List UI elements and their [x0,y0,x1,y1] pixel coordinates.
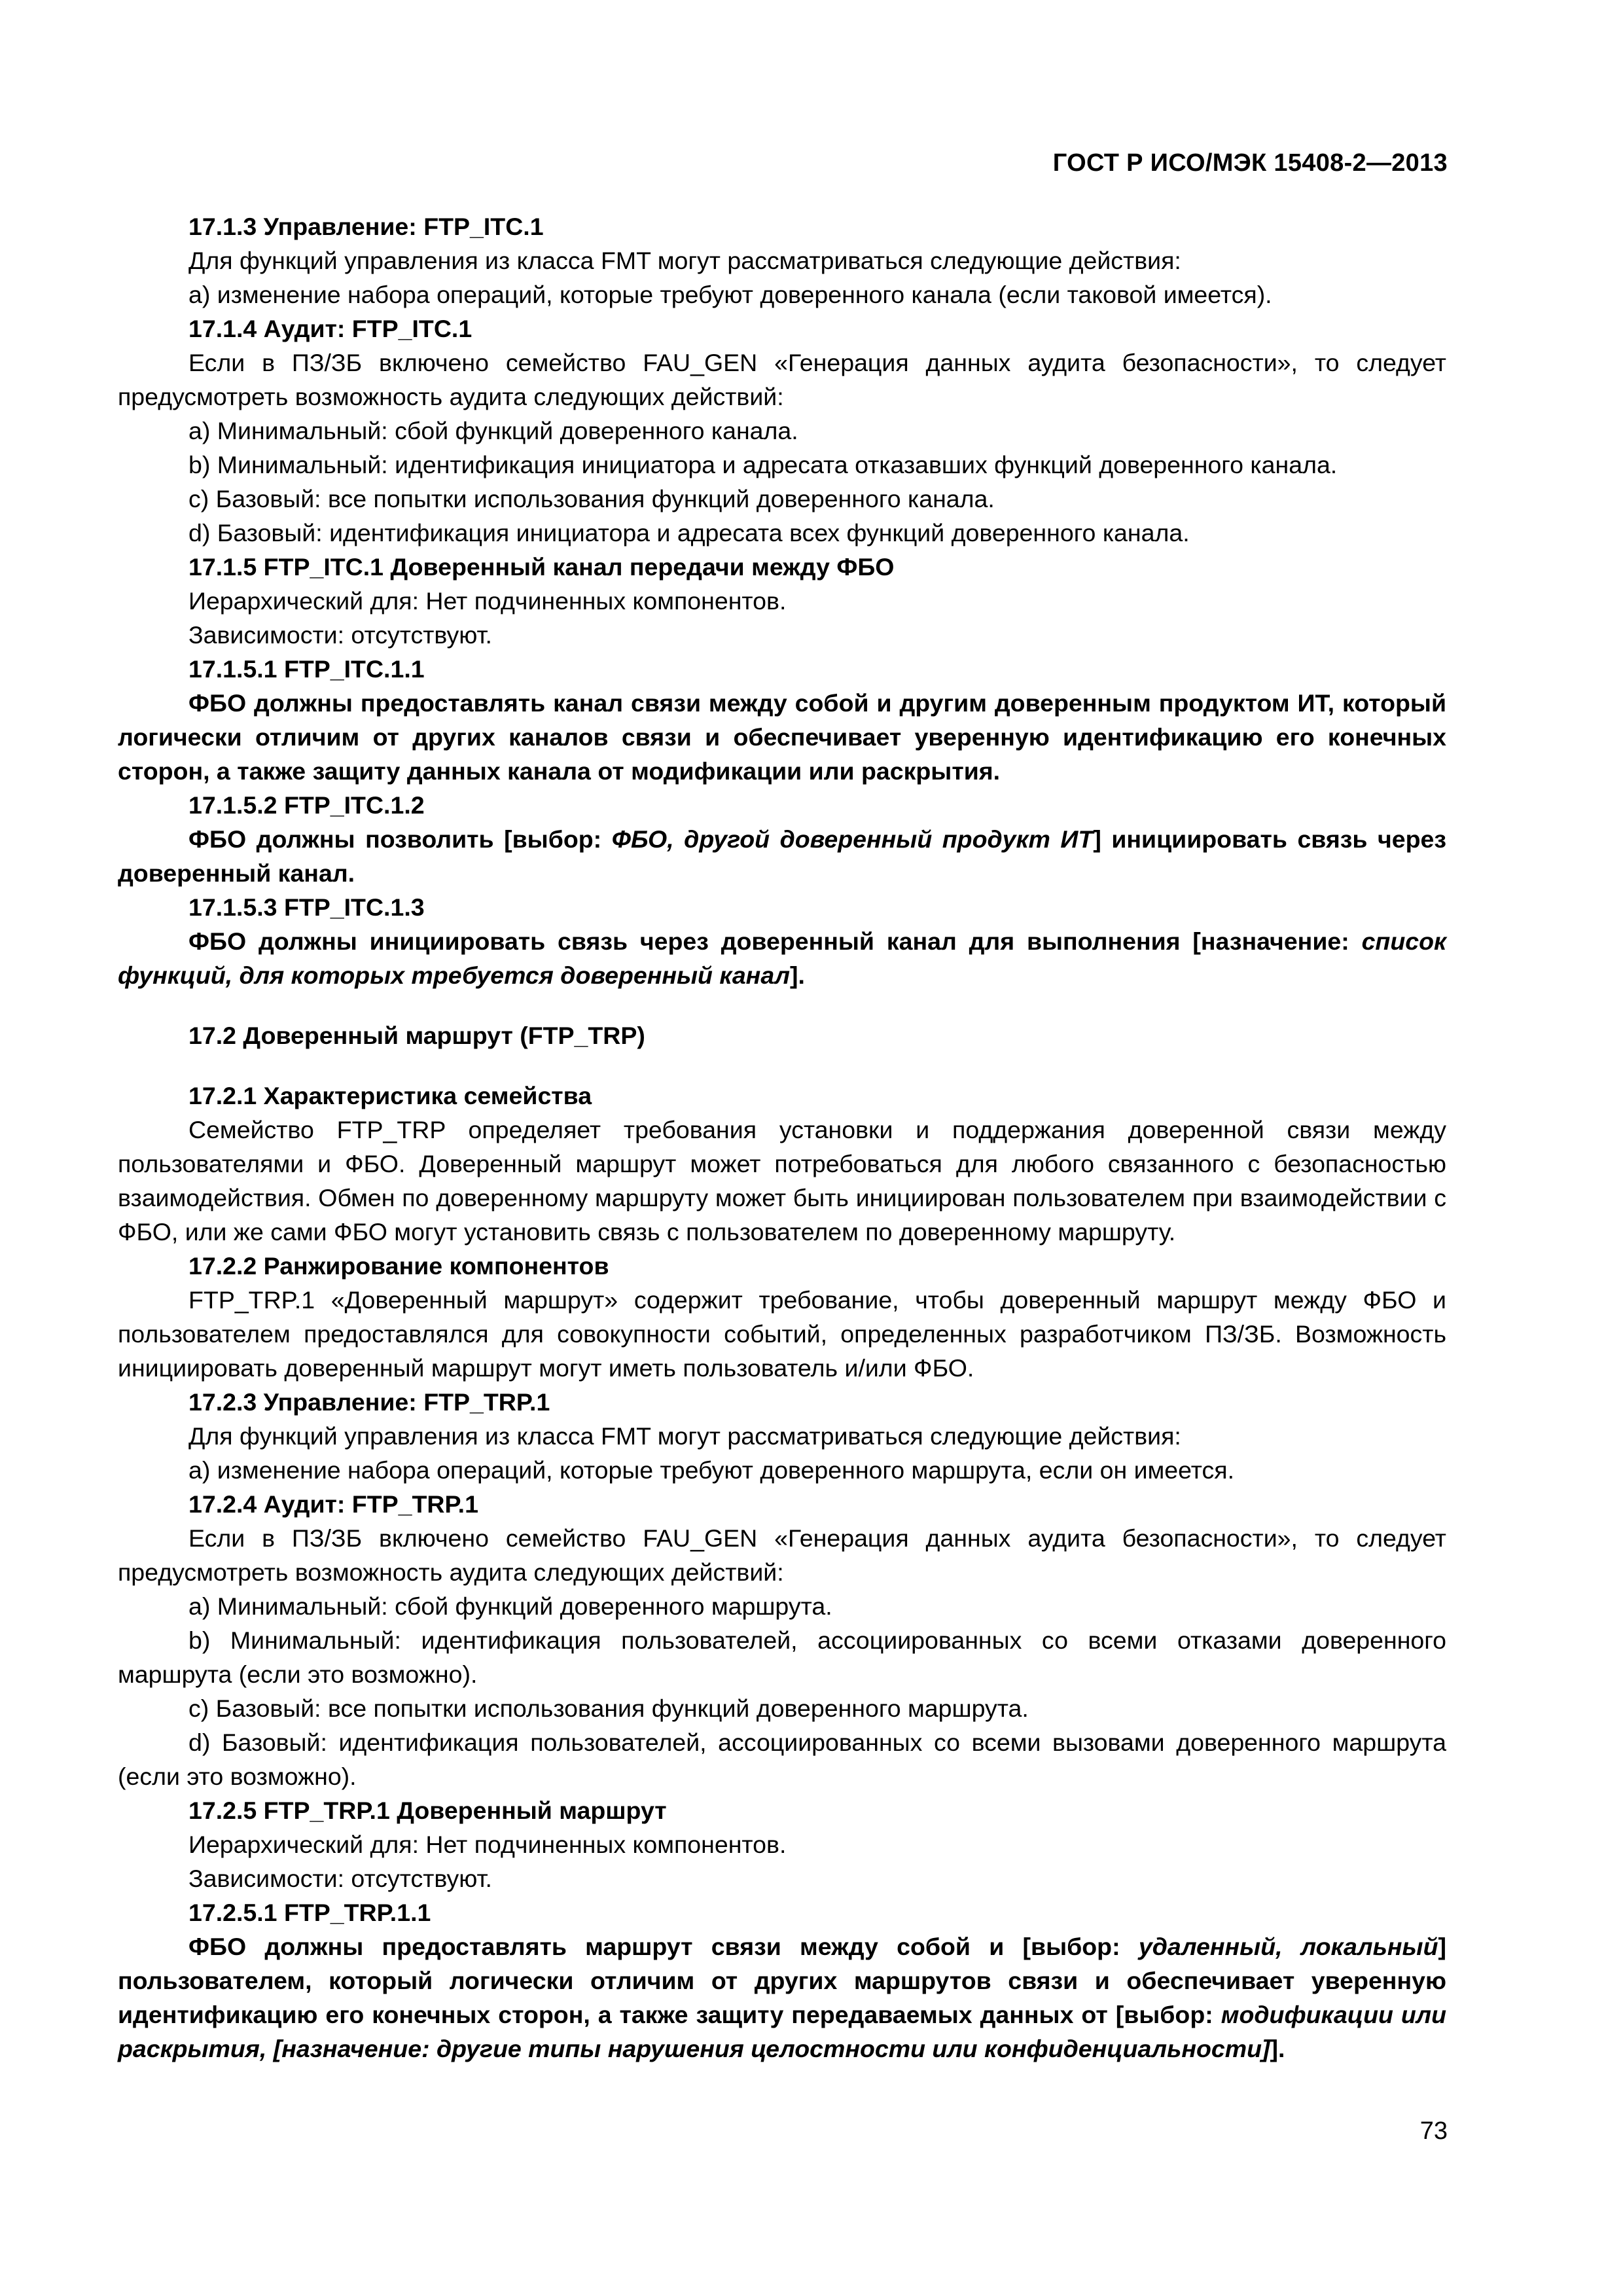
standard-header: ГОСТ Р ИСО/МЭК 15408-2—2013 [1052,149,1448,177]
selection-text: ФБО, другой доверенный продукт ИТ [611,825,1094,853]
section-heading: 17.1.4 Аудит: FTP_ITC.1 [188,315,473,342]
paragraph: Семейство FTP_TRP определяет требования установки и поддержания доверенной связи между пользователями и ФБО. Доверенный маршрут может потребоваться для любого связанного с безопасностью взаимодействия. Обмен по доверенному маршруту может быть инициирован пользователем при взаимодействии с ФБО, или же сами ФБО могут установить связь с пользователем по доверенному маршруту. [118,1116,1446,1246]
requirement-part: ФБО должны инициировать связь через доверенный канал для выполнения [назначение: [188,927,1362,955]
element-heading: 17.2.5.1 FTP_TRP.1.1 [188,1899,431,1926]
section-heading: 17.2.4 Аудит: FTP_TRP.1 [188,1490,478,1518]
dependencies-line: Зависимости: отсутствуют. [188,1865,492,1892]
list-item: a) изменение набора операций, которые требуют доверенного маршрута, если он имеется. [188,1456,1234,1484]
paragraph: Для функций управления из класса FMT могут рассматриваться следующие действия: [188,1422,1181,1450]
requirement-part: ] инициировать связь через доверенный канал. [118,825,1446,887]
selection-text: модификации или раскрытия, [назначение: другие типы нарушения целостности или конфиденциальности] [118,2001,1446,2062]
section-heading: 17.2.1 Характеристика семейства [188,1082,592,1109]
requirement-text [118,924,1446,992]
requirement-part: ] пользователем, который логически отличим от других маршрутов связи и обеспечивает уверенную идентификацию его конечных сторон, а также защиту передаваемых данных от [выбор: [118,1933,1446,2028]
dependencies-line: Зависимости: отсутствуют. [188,621,492,649]
list-item: d) Базовый: идентификация пользователей, ассоциированных со всеми вызовами доверенного маршрута (если это возможно). [118,1729,1446,1790]
list-item: b) Минимальный: идентификация пользователей, ассоциированных со всеми отказами доверенного маршрута (если это возможно). [118,1626,1446,1688]
list-item: a) Минимальный: сбой функций доверенного маршрута. [188,1592,832,1620]
hierarchy-line: Иерархический для: Нет подчиненных компонентов. [188,1831,787,1858]
section-heading: 17.2.2 Ранжирование компонентов [188,1252,609,1280]
paragraph: Для функций управления из класса FMT могут рассматриваться следующие действия: [188,247,1181,274]
section-heading: 17.2.3 Управление: FTP_TRP.1 [188,1388,550,1416]
paragraph: FTP_TRP.1 «Доверенный маршрут» содержит требование, чтобы доверенный маршрут между ФБО и пользователем предоставлялся для совокупности событий, определенных разработчиком ПЗ/ЗБ. Возможность инициировать доверенный маршрут могут иметь пользователь и/или ФБО. [118,1286,1446,1382]
section-heading: 17.2.5 FTP_TRP.1 Доверенный маршрут [188,1797,667,1824]
requirement-part: ФБО должны позволить [выбор: [188,825,612,853]
element-heading: 17.1.5.2 FTP_ITC.1.2 [188,791,425,819]
list-item: c) Базовый: все попытки использования функций доверенного канала. [188,485,995,512]
requirement-text [118,1929,1446,2066]
selection-text: удаленный, локальный [1138,1933,1438,1960]
element-heading: 17.1.5.1 FTP_ITC.1.1 [188,655,425,683]
page-number: 73 [1419,2117,1448,2145]
paragraph: Если в ПЗ/ЗБ включено семейство FAU_GEN «Генерация данных аудита безопасности», то следует предусмотреть возможность аудита следующих действий: [118,1524,1446,1586]
section-heading: 17.1.3 Управление: FTP_ITC.1 [188,213,544,240]
assignment-text: список функций, для которых требуется доверенный канал [118,927,1446,989]
list-item: a) Минимальный: сбой функций доверенного канала. [188,417,798,444]
requirement-part: ]. [1270,2035,1285,2062]
document-body [118,209,1446,2066]
paragraph: Если в ПЗ/ЗБ включено семейство FAU_GEN «Генерация данных аудита безопасности», то следует предусмотреть возможность аудита следующих действий: [118,349,1446,410]
list-item: a) изменение набора операций, которые требуют доверенного канала (если таковой имеется). [188,281,1272,308]
section-heading: 17.1.5 FTP_ITC.1 Доверенный канал передачи между ФБО [188,553,895,581]
element-heading: 17.1.5.3 FTP_ITC.1.3 [188,893,425,921]
requirement-part: ]. [789,961,805,989]
subclause-heading: 17.2 Доверенный маршрут (FTP_TRP) [188,1022,645,1049]
list-item: b) Минимальный: идентификация инициатора и адресата отказавших функций доверенного канала. [188,451,1338,478]
requirement-text: ФБО должны предоставлять канал связи между собой и другим доверенным продуктом ИТ, который логически отличим от других каналов связи и обеспечивает уверенную идентификацию его конечных сторон, а также защиту данных канала от модификации или раскрытия. [118,689,1446,785]
list-item: d) Базовый: идентификация инициатора и адресата всех функций доверенного канала. [188,519,1190,547]
requirement-text [118,822,1446,890]
list-item: c) Базовый: все попытки использования функций доверенного маршрута. [188,1695,1029,1722]
hierarchy-line: Иерархический для: Нет подчиненных компонентов. [188,587,787,615]
requirement-part: ФБО должны предоставлять маршрут связи между собой и [выбор: [188,1933,1139,1960]
